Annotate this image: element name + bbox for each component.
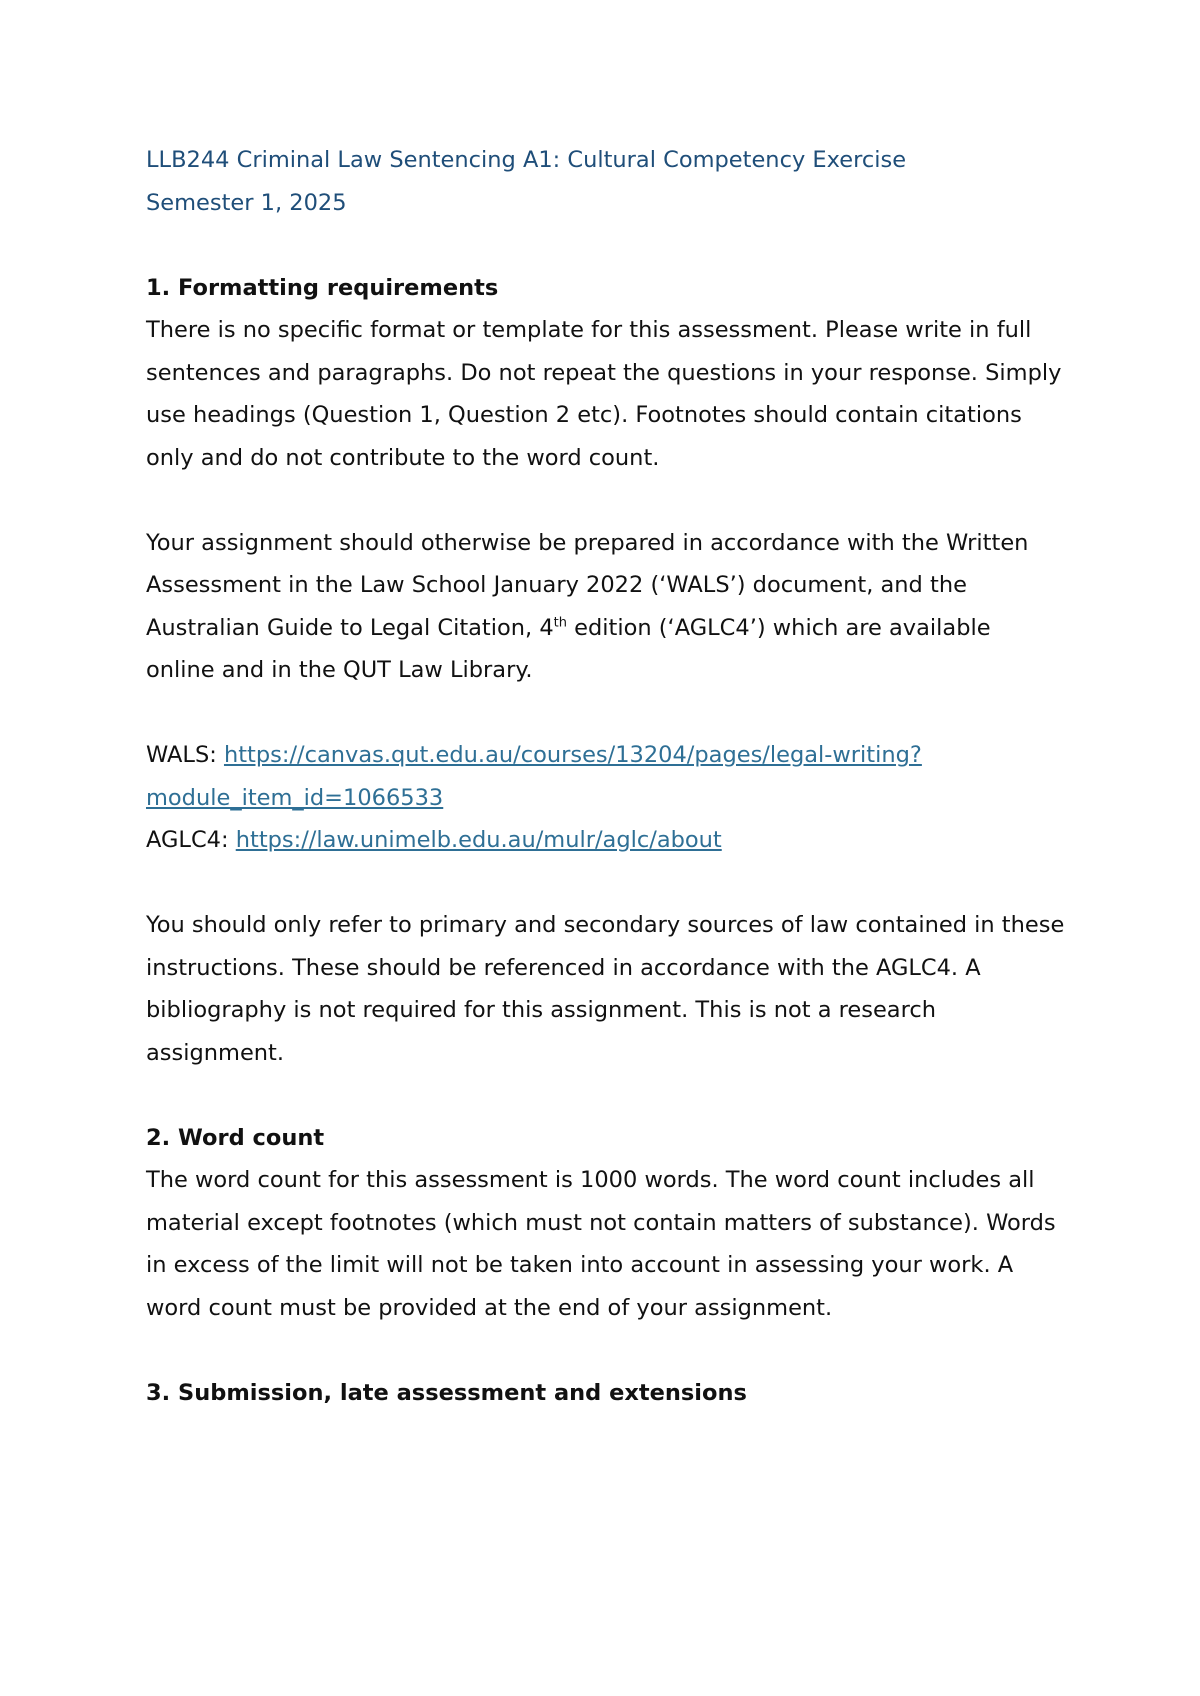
superscript-th: th	[553, 615, 567, 630]
section-2-heading: 2. Word count	[146, 1124, 325, 1151]
section-2-paragraph-1: The word count for this assessment is 1000 words. The word count includes all material except footnotes (which must not contain matters of substance). Words in excess of the limit will not be taken into account in assessing your work. A word count must be provided at the end of your assignment.	[146, 1167, 1056, 1321]
document-subtitle: Semester 1, 2025	[146, 189, 347, 216]
spacer	[146, 224, 1066, 267]
section-3-heading: 3. Submission, late assessment and extensions	[146, 1379, 747, 1406]
spacer	[146, 1329, 1066, 1372]
wals-label: WALS:	[146, 742, 224, 768]
section-1-paragraph-2	[146, 522, 1066, 692]
spacer	[146, 479, 1066, 522]
spacer	[146, 1074, 1066, 1117]
section-1-paragraph-1: There is no specific format or template for this assessment. Please write in full sentences and paragraphs. Do not repeat the questions in your response. Simply use headings (Question 1, Question 2 etc). Footnotes should contain citations only and do not contribute to the word count.	[146, 317, 1062, 471]
aglc-label: AGLC4:	[146, 827, 236, 853]
wals-link[interactable]: https://canvas.qut.edu.au/courses/13204/pages/legal-writing?module_item_id=1066533	[146, 742, 922, 811]
aglc-link[interactable]: https://law.unimelb.edu.au/mulr/aglc/about	[235, 827, 722, 853]
document-title: LLB244 Criminal Law Sentencing A1: Cultural Competency Exercise	[146, 147, 907, 173]
section-1-heading: 1. Formatting requirements	[146, 274, 499, 301]
wals-reference	[146, 734, 1066, 819]
spacer	[146, 862, 1066, 905]
paragraph-2-text-start: Your assignment should otherwise be prepared in accordance with the Written Assessment in the Law School January 2022 (‘WALS’) document, and the Australian Guide to Legal Citation, 4	[146, 529, 1029, 641]
aglc-reference	[146, 819, 1066, 862]
spacer	[146, 692, 1066, 735]
section-1-paragraph-3: You should only refer to primary and secondary sources of law contained in these instructions. These should be referenced in accordance with the AGLC4. A bibliography is not required for this assignment. This is not a research assignment.	[146, 912, 1065, 1066]
document-page	[146, 139, 1066, 1414]
paragraph-2-text-end: edition (‘AGLC4’) which are available online and in the QUT Law Library.	[146, 614, 991, 683]
